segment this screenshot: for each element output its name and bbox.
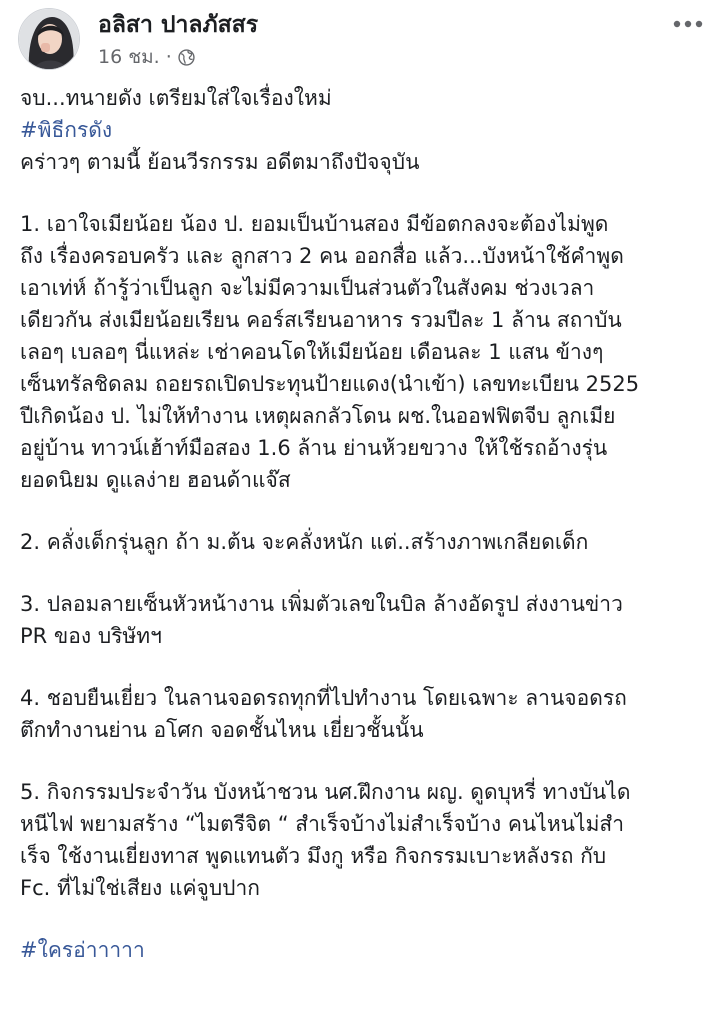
list-item-4 bbox=[20, 682, 710, 746]
hashtag-link[interactable]: #ใครอ่าาาาา bbox=[20, 938, 145, 962]
post-body bbox=[20, 82, 710, 966]
text-line: 4. ชอบยืนเยี่ยว ในลานจอดรถทุกที่ไปทำงาน โดยเฉพาะ ลานจอดรถ bbox=[20, 686, 627, 710]
meta-separator: · bbox=[165, 46, 172, 68]
text-line: ปีเกิดน้อง ป. ไม่ให้ทำงาน เหตุผลกลัวโดน ผช.ในออฟฟิตจีบ ลูกเมีย bbox=[20, 404, 616, 428]
text-line: 2. คลั่งเด็กรุ่นลูก ถ้า ม.ต้น จะคลั่งหนัก แต่..สร้างภาพเกลียดเด็ก bbox=[20, 530, 589, 554]
author-avatar[interactable] bbox=[18, 8, 80, 70]
list-item-5 bbox=[20, 776, 710, 904]
text-line: Fc. ที่ไม่ใช่เสียง แค่จูบปาก bbox=[20, 876, 261, 900]
text-line: เดียวกัน ส่งเมียน้อยเรียน คอร์สเรียนอาหาร รวมปีละ 1 ล้าน สถาบัน bbox=[20, 308, 622, 332]
text-line: 1. เอาใจเมียน้อย น้อง ป. ยอมเป็นบ้านสอง มีข้อตกลงจะต้องไม่พูด bbox=[20, 212, 609, 236]
post-header bbox=[0, 0, 722, 80]
author-name[interactable]: อลิสา ปาลภัสสร bbox=[98, 12, 259, 38]
text-line: ถึง เรื่องครอบครัว และ ลูกสาว 2 คน ออกสื่อ แล้ว...บังหน้าใช้คำพูด bbox=[20, 244, 624, 268]
post-intro: คร่าวๆ ตามนี้ ย้อนวีรกรรม อดีตมาถึงปัจจุบัน bbox=[20, 150, 420, 174]
list-item-2 bbox=[20, 526, 710, 558]
more-options-button[interactable] bbox=[668, 10, 708, 38]
list-item-1 bbox=[20, 208, 710, 496]
text-line: เลอๆ เบลอๆ นี่แหล่ะ เช่าคอนโดให้เมียน้อย เดือนละ 1 แสน ข้างๆ bbox=[20, 340, 604, 364]
text-line: เซ็นทรัลชิดลม ถอยรถเปิดประทุนป้ายแดง(นำเข้า) เลขทะเบียน 2525 bbox=[20, 372, 640, 396]
post-headline: จบ...ทนายดัง เตรียมใส่ใจเรื่องใหม่ bbox=[20, 86, 332, 110]
globe-icon bbox=[178, 49, 195, 66]
text-line: อยู่บ้าน ทาวน์เฮ้าท์มือสอง 1.6 ล้าน ย่านห้วยขวาง ให้ใช้รถอ้างรุ่น bbox=[20, 436, 608, 460]
profile-photo bbox=[19, 9, 80, 70]
text-line: ยอดนิยม ดูแลง่าย ฮอนด้าแจ๊ส bbox=[20, 468, 291, 492]
text-line: หนีไฟ พยามสร้าง “ไมตรีจิต “ สำเร็จบ้างไม่สำเร็จบ้าง คนไหนไม่สำ bbox=[20, 812, 625, 836]
text-line: เอาเท่ห์ ถ้ารู้ว่าเป็นลูก จะไม่มีความเป็นส่วนตัวในสังคม ช่วงเวลา bbox=[20, 276, 595, 300]
text-line: ตึกทำงานย่าน อโศก จอดชั้นไหน เยี่ยวชั้นนั้น bbox=[20, 718, 424, 742]
more-horizontal-icon bbox=[673, 20, 703, 28]
hashtag-link[interactable]: #พิธีกรดัง bbox=[20, 118, 113, 142]
text-line: 5. กิจกรรมประจำวัน บังหน้าชวน นศ.ฝึกงาน ผญ. ดูดบุหรี่ ทางบันได bbox=[20, 780, 631, 804]
post-meta bbox=[98, 44, 195, 70]
list-item-3 bbox=[20, 588, 710, 652]
text-line: PR ของ บริษัทฯ bbox=[20, 624, 162, 648]
text-line: 3. ปลอมลายเซ็นหัวหน้างาน เพิ่มตัวเลขในบิล ล้างอัดรูป ส่งงานข่าว bbox=[20, 592, 623, 616]
text-line: เร็จ ใช้งานเยี่ยงทาส พูดแทนตัว มึงกู หรือ กิจกรรมเบาะหลังรถ กับ bbox=[20, 844, 607, 868]
post-timestamp[interactable]: 16 ชม. bbox=[98, 46, 160, 68]
